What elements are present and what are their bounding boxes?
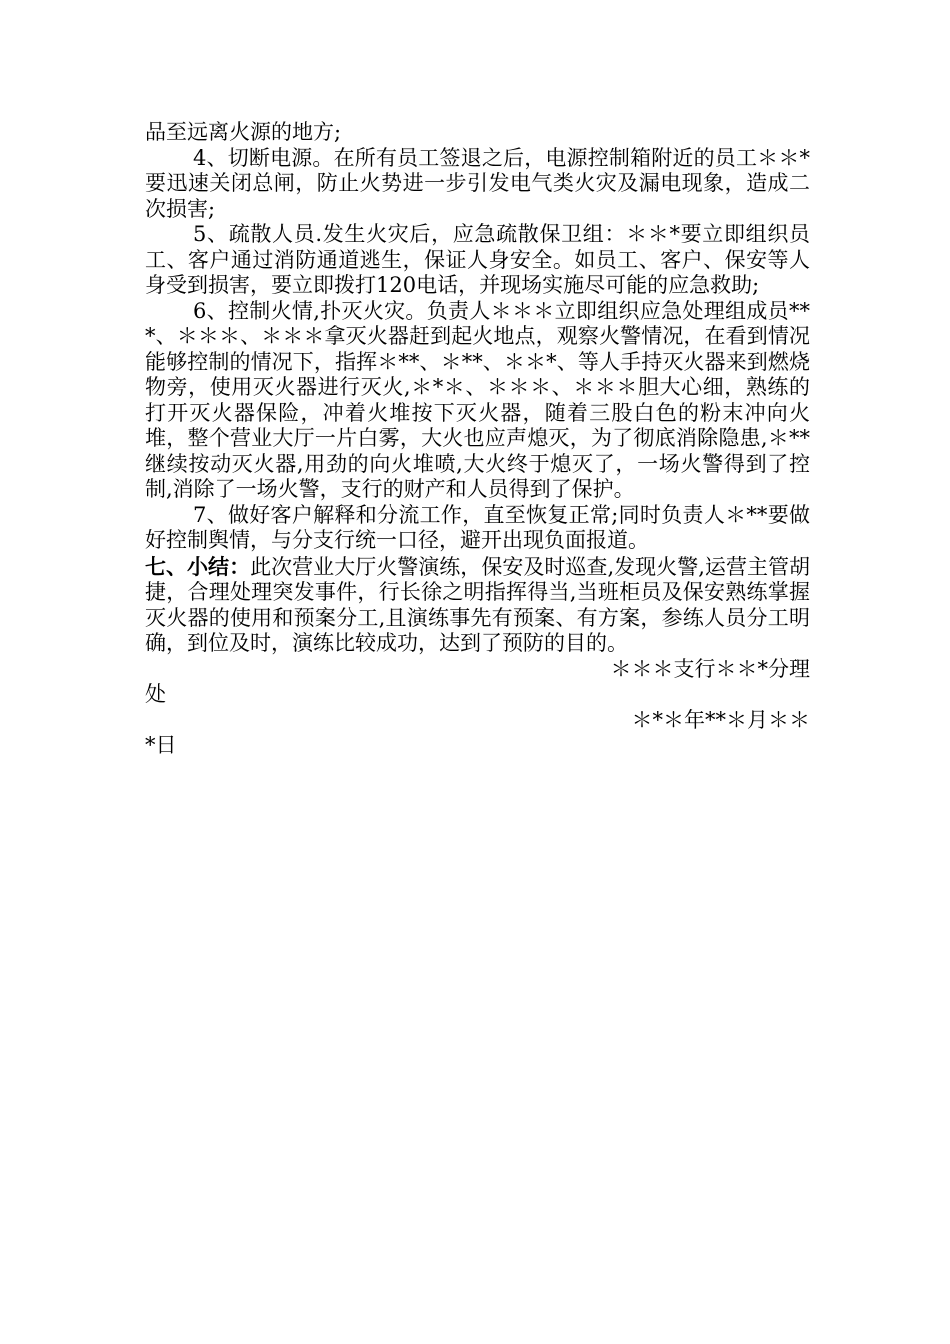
signature-branch [145,657,810,708]
continuation-text: 品至远离火源的地方; [145,120,342,144]
signature-date-line2: *日 [145,733,177,757]
signature-branch-line2: 处 [145,682,166,706]
step-7-paragraph: 7、做好客户解释和分流工作，直至恢复正常;同时负责人＊**要做好控制舆情，与分支行统一口径，避开出现负面报道。 [145,502,810,552]
step-5-paragraph: 5、疏散人员.发生火灾后，应急疏散保卫组：＊＊*要立即组织员工、客户通过消防通道逃生，保证人身安全。如员工、客户、保安等人身受到损害，要立即拨打120电话，并现场实施尽可能的应急救助; [145,222,810,297]
document-page [145,120,810,759]
summary-paragraph [145,554,810,657]
summary-heading: 七、小结： [145,553,251,579]
step-4-paragraph: 4、切断电源。在所有员工签退之后，电源控制箱附近的员工＊＊*要迅速关闭总闸，防止火势进一步引发电气类火灾及漏电现象，造成二次损害; [145,145,810,221]
signature-date [145,708,810,759]
signature-date-line1: ＊*＊年**＊月＊＊ [631,707,810,732]
signature-branch-line1: ＊＊＊支行＊＊*分理 [610,656,810,681]
step-6-paragraph: 6、控制火情,扑灭火灾。负责人＊＊＊立即组织应急处理组成员***、＊＊＊、＊＊＊拿灭火器赶到起火地点，观察火警情况，在看到情况能够控制的情况下，指挥＊**、＊**、＊＊*、等人手持灭火器来到燃烧物旁，使用灭火器进行灭火,＊*＊、＊＊＊、＊＊＊胆大心细，熟练的打开灭火器保险，冲着火堆按下灭火器，随着三股白色的粉末冲向火堆，整个营业大厅一片白雾，大火也应声熄灭，为了彻底消除隐患,＊**继续按动灭火器,用劲的向火堆喷,大火终于熄灭了，一场火警得到了控制,消除了一场火警，支行的财产和人员得到了保护。 [145,298,810,501]
summary-text: 此次营业大厅火警演练，保安及时巡查,发现火警,运营主管胡捷，合理处理突发事件，行长徐之明指挥得当,当班柜员及保安熟练掌握灭火器的使用和预案分工,且演练事先有预案、有方案，参练人员分工明确，到位及时，演练比较成功，达到了预防的目的。 [145,554,810,655]
